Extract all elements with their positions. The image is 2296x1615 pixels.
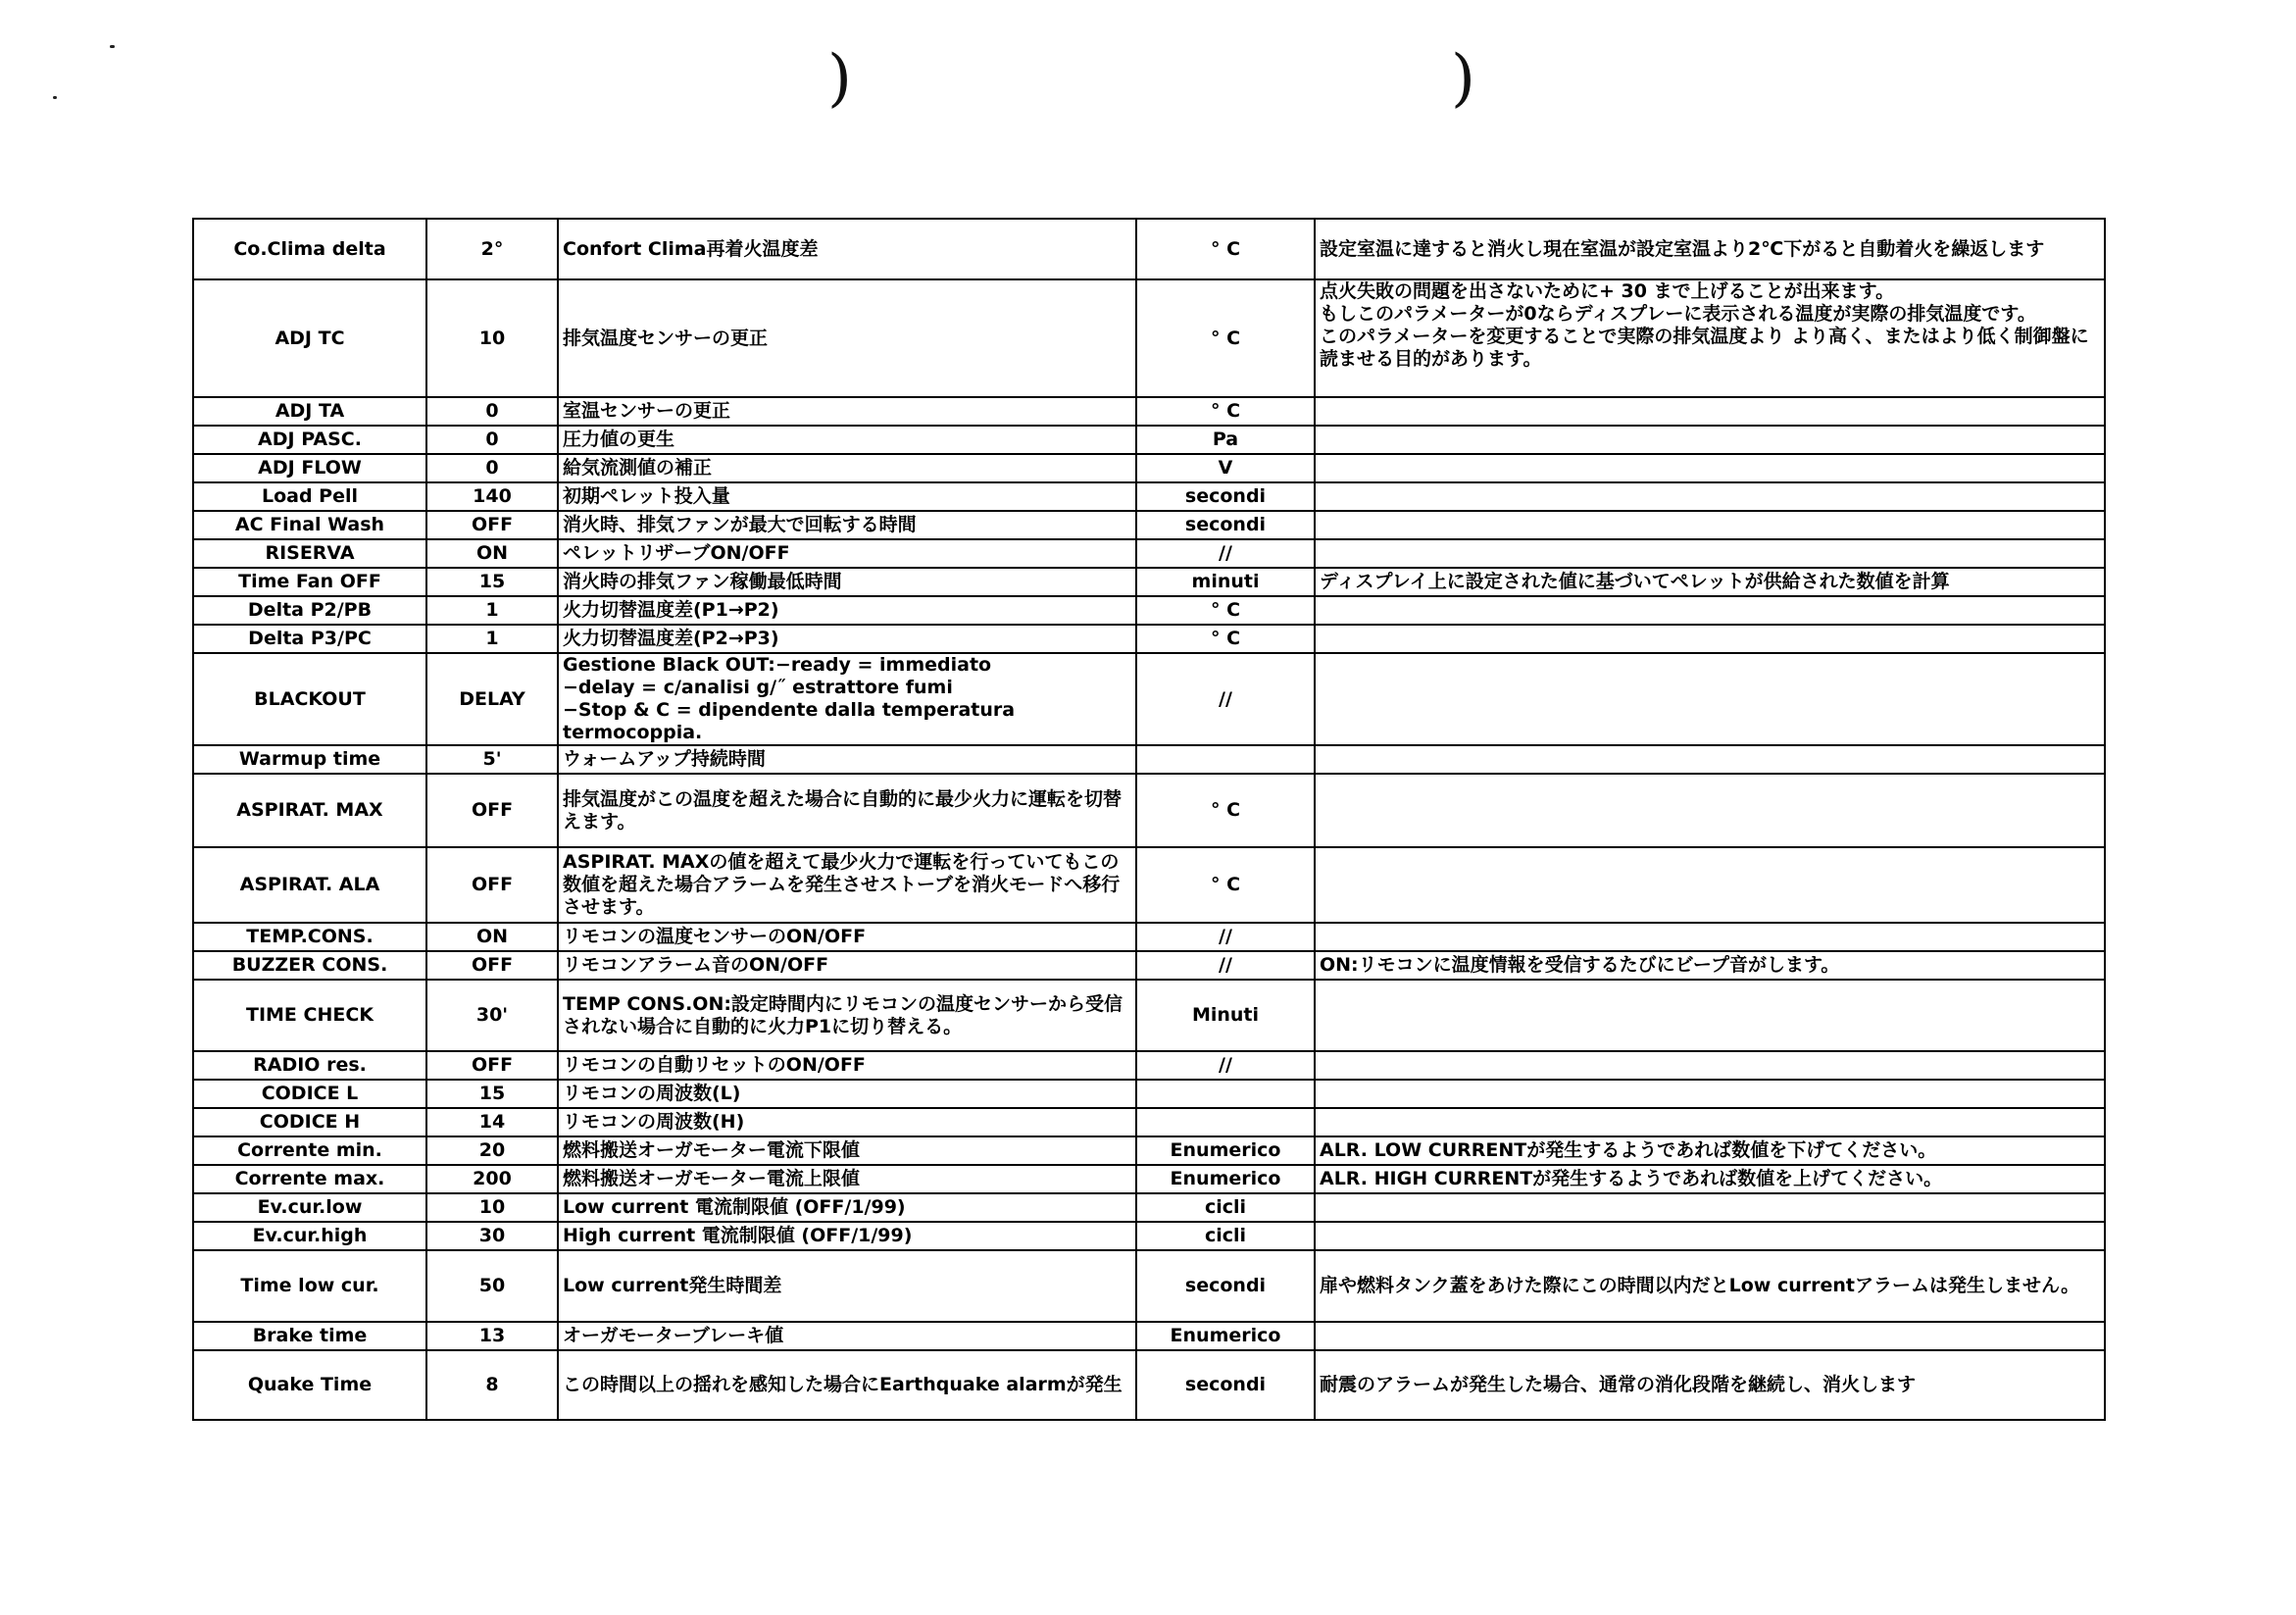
parameter-unit-cell: secondi [1136, 1350, 1315, 1420]
parameter-name-cell: CODICE L [193, 1080, 426, 1108]
parameter-name-cell: Corrente max. [193, 1165, 426, 1193]
parameter-note-cell [1315, 1322, 2105, 1350]
parameter-value-cell: ON [426, 923, 558, 951]
parameter-name-cell: Co.Clima delta [193, 219, 426, 279]
table-row [193, 511, 2105, 539]
parameter-unit-cell: ° C [1136, 219, 1315, 279]
parameter-value-cell: OFF [426, 774, 558, 847]
parameter-note-cell [1315, 847, 2105, 923]
parameter-name-cell: Delta P2/PB [193, 596, 426, 625]
parameter-name-cell: Ev.cur.low [193, 1193, 426, 1222]
parameter-value-cell: 0 [426, 426, 558, 454]
parameter-name-cell: Brake time [193, 1322, 426, 1350]
parameter-note-cell: 点火失敗の問題を出さないために+ 30 まで上げることが出来ます。 もしこのパラメーターが0ならディスプレーに表示される温度が実際の排気温度です。 このパラメーターを変更することで実際の排気温度より より高く、またはより低く制御盤に読ませる目的があります。 [1315, 279, 2105, 397]
parameter-unit-cell: Minuti [1136, 980, 1315, 1051]
binding-mark-left: ) [827, 42, 852, 115]
table-row [193, 1193, 2105, 1222]
parameter-name-cell: Load Pell [193, 482, 426, 511]
parameter-table-body [193, 219, 2105, 1420]
parameter-name-cell: RADIO res. [193, 1051, 426, 1080]
parameter-note-cell [1315, 1080, 2105, 1108]
parameter-description-cell: この時間以上の揺れを感知した場合にEarthquake alarmが発生 [558, 1350, 1136, 1420]
table-row [193, 951, 2105, 980]
table-row [193, 1222, 2105, 1250]
parameter-value-cell: DELAY [426, 653, 558, 745]
parameter-description-cell: 火力切替温度差(P1→P2) [558, 596, 1136, 625]
parameter-description-cell: 初期ペレット投入量 [558, 482, 1136, 511]
parameter-name-cell: ADJ PASC. [193, 426, 426, 454]
parameter-name-cell: ASPIRAT. MAX [193, 774, 426, 847]
table-row [193, 1165, 2105, 1193]
parameter-description-cell: オーガモーターブレーキ値 [558, 1322, 1136, 1350]
parameter-description-cell: 火力切替温度差(P2→P3) [558, 625, 1136, 653]
parameter-unit-cell: cicli [1136, 1222, 1315, 1250]
parameter-description-cell: High current 電流制限値 (OFF/1/99) [558, 1222, 1136, 1250]
table-row [193, 568, 2105, 596]
parameter-description-cell: TEMP CONS.ON:設定時間内にリモコンの温度センサーから受信されない場合に自動的に火力P1に切り替える。 [558, 980, 1136, 1051]
parameter-description-cell: リモコンの周波数(H) [558, 1108, 1136, 1136]
parameter-unit-cell: ° C [1136, 625, 1315, 653]
table-row [193, 1350, 2105, 1420]
parameter-value-cell: 5' [426, 745, 558, 774]
parameter-note-cell [1315, 1222, 2105, 1250]
parameter-value-cell: 30 [426, 1222, 558, 1250]
parameter-value-cell: 10 [426, 1193, 558, 1222]
parameter-unit-cell: ° C [1136, 774, 1315, 847]
parameter-description-cell: ペレットリザーブON/OFF [558, 539, 1136, 568]
parameter-value-cell: 15 [426, 568, 558, 596]
parameter-name-cell: ADJ FLOW [193, 454, 426, 482]
parameter-name-cell: Quake Time [193, 1350, 426, 1420]
parameter-value-cell: 1 [426, 625, 558, 653]
table-row [193, 596, 2105, 625]
parameter-unit-cell: Enumerico [1136, 1136, 1315, 1165]
parameter-note-cell: ALR. LOW CURRENTが発生するようであれば数値を下げてください。 [1315, 1136, 2105, 1165]
parameter-description-cell: 圧力値の更生 [558, 426, 1136, 454]
parameter-unit-cell [1136, 1080, 1315, 1108]
parameter-note-cell [1315, 980, 2105, 1051]
scan-speck [110, 45, 115, 48]
parameter-description-cell: ウォームアップ持続時間 [558, 745, 1136, 774]
table-row [193, 980, 2105, 1051]
parameter-value-cell: 15 [426, 1080, 558, 1108]
parameter-unit-cell [1136, 1108, 1315, 1136]
parameter-description-cell: 排気温度がこの温度を超えた場合に自動的に最少火力に運転を切替えます。 [558, 774, 1136, 847]
table-row [193, 1250, 2105, 1322]
parameter-description-cell: Gestione Black OUT:−ready = immediato −delay = c/analisi g/˝ estrattore fumi −Stop & C = dipendente dalla temperatura termocoppia. [558, 653, 1136, 745]
parameter-description-cell: 消火時の排気ファン稼働最低時間 [558, 568, 1136, 596]
parameter-value-cell: 1 [426, 596, 558, 625]
parameter-description-cell: Confort Clima再着火温度差 [558, 219, 1136, 279]
table-row [193, 847, 2105, 923]
table-row [193, 625, 2105, 653]
parameter-name-cell: Time low cur. [193, 1250, 426, 1322]
parameter-name-cell: AC Final Wash [193, 511, 426, 539]
parameter-name-cell: Ev.cur.high [193, 1222, 426, 1250]
parameter-unit-cell: ° C [1136, 279, 1315, 397]
parameter-note-cell [1315, 1051, 2105, 1080]
parameter-note-cell [1315, 596, 2105, 625]
parameter-value-cell: OFF [426, 1051, 558, 1080]
parameter-unit-cell: cicli [1136, 1193, 1315, 1222]
scan-speck [53, 96, 57, 99]
parameter-description-cell: ASPIRAT. MAXの値を超えて最少火力で運転を行っていてもこの数値を超えた場合アラームを発生させストーブを消火モードへ移行させます。 [558, 847, 1136, 923]
parameter-value-cell: 2° [426, 219, 558, 279]
table-row [193, 454, 2105, 482]
parameter-note-cell [1315, 539, 2105, 568]
parameter-value-cell: 140 [426, 482, 558, 511]
parameter-value-cell: 20 [426, 1136, 558, 1165]
parameter-unit-cell: minuti [1136, 568, 1315, 596]
parameter-note-cell: 設定室温に達すると消火し現在室温が設定室温より2℃下がると自動着火を繰返します [1315, 219, 2105, 279]
table-row [193, 219, 2105, 279]
parameter-note-cell: 扉や燃料タンク蓋をあけた際にこの時間以内だとLow currentアラームは発生しません。 [1315, 1250, 2105, 1322]
parameter-note-cell [1315, 653, 2105, 745]
parameter-name-cell: BUZZER CONS. [193, 951, 426, 980]
parameter-description-cell: 排気温度センサーの更正 [558, 279, 1136, 397]
table-row [193, 1108, 2105, 1136]
parameter-value-cell: 14 [426, 1108, 558, 1136]
parameter-value-cell: ON [426, 539, 558, 568]
parameter-name-cell: Delta P3/PC [193, 625, 426, 653]
parameter-description-cell: リモコンの温度センサーのON/OFF [558, 923, 1136, 951]
parameter-unit-cell: secondi [1136, 1250, 1315, 1322]
parameter-unit-cell: Enumerico [1136, 1322, 1315, 1350]
parameter-note-cell: ALR. HIGH CURRENTが発生するようであれば数値を上げてください。 [1315, 1165, 2105, 1193]
parameter-value-cell: OFF [426, 847, 558, 923]
binding-mark-right: ) [1451, 42, 1475, 115]
parameter-unit-cell: ° C [1136, 596, 1315, 625]
parameter-description-cell: 消火時、排気ファンが最大で回転する時間 [558, 511, 1136, 539]
table-row [193, 1322, 2105, 1350]
parameter-unit-cell: // [1136, 539, 1315, 568]
parameter-unit-cell: ° C [1136, 397, 1315, 426]
parameter-name-cell: RISERVA [193, 539, 426, 568]
parameter-value-cell: OFF [426, 951, 558, 980]
parameter-note-cell: ON:リモコンに温度情報を受信するたびにビープ音がします。 [1315, 951, 2105, 980]
parameter-note-cell [1315, 625, 2105, 653]
table-row [193, 1051, 2105, 1080]
parameter-unit-cell: // [1136, 653, 1315, 745]
table-row [193, 279, 2105, 397]
parameter-description-cell: 燃料搬送オーガモーター電流上限値 [558, 1165, 1136, 1193]
parameter-note-cell [1315, 454, 2105, 482]
parameter-description-cell: 燃料搬送オーガモーター電流下限値 [558, 1136, 1136, 1165]
table-row [193, 426, 2105, 454]
parameter-value-cell: 0 [426, 397, 558, 426]
parameter-note-cell [1315, 397, 2105, 426]
parameter-value-cell: 0 [426, 454, 558, 482]
parameter-description-cell: 給気流測値の補正 [558, 454, 1136, 482]
parameter-description-cell: リモコンアラーム音のON/OFF [558, 951, 1136, 980]
parameter-name-cell: CODICE H [193, 1108, 426, 1136]
parameter-name-cell: Time Fan OFF [193, 568, 426, 596]
parameter-note-cell [1315, 1108, 2105, 1136]
parameter-value-cell: 30' [426, 980, 558, 1051]
parameter-note-cell [1315, 482, 2105, 511]
parameter-note-cell [1315, 745, 2105, 774]
parameter-value-cell: 50 [426, 1250, 558, 1322]
table-row [193, 1136, 2105, 1165]
parameter-name-cell: ASPIRAT. ALA [193, 847, 426, 923]
parameter-name-cell: TIME CHECK [193, 980, 426, 1051]
parameter-unit-cell: secondi [1136, 511, 1315, 539]
parameter-description-cell: Low current 電流制限値 (OFF/1/99) [558, 1193, 1136, 1222]
parameter-description-cell: リモコンの自動リセットのON/OFF [558, 1051, 1136, 1080]
parameter-note-cell [1315, 511, 2105, 539]
parameter-unit-cell: Enumerico [1136, 1165, 1315, 1193]
table-row [193, 923, 2105, 951]
table-row [193, 774, 2105, 847]
parameter-name-cell: TEMP.CONS. [193, 923, 426, 951]
parameter-name-cell: ADJ TC [193, 279, 426, 397]
parameter-name-cell: Warmup time [193, 745, 426, 774]
parameter-note-cell [1315, 1193, 2105, 1222]
parameter-note-cell: ディスプレイ上に設定された値に基づいてペレットが供給された数値を計算 [1315, 568, 2105, 596]
parameter-description-cell: 室温センサーの更正 [558, 397, 1136, 426]
parameter-description-cell: リモコンの周波数(L) [558, 1080, 1136, 1108]
parameter-value-cell: 200 [426, 1165, 558, 1193]
parameter-value-cell: 10 [426, 279, 558, 397]
parameter-name-cell: BLACKOUT [193, 653, 426, 745]
parameter-unit-cell: // [1136, 923, 1315, 951]
table-row [193, 745, 2105, 774]
table-row [193, 1080, 2105, 1108]
parameter-unit-cell: // [1136, 951, 1315, 980]
table-row [193, 653, 2105, 745]
parameter-description-cell: Low current発生時間差 [558, 1250, 1136, 1322]
parameter-name-cell: Corrente min. [193, 1136, 426, 1165]
parameter-value-cell: OFF [426, 511, 558, 539]
parameter-name-cell: ADJ TA [193, 397, 426, 426]
parameter-value-cell: 8 [426, 1350, 558, 1420]
parameter-unit-cell: secondi [1136, 482, 1315, 511]
parameter-value-cell: 13 [426, 1322, 558, 1350]
parameter-unit-cell: V [1136, 454, 1315, 482]
parameter-note-cell [1315, 426, 2105, 454]
parameter-unit-cell [1136, 745, 1315, 774]
parameter-unit-cell: ° C [1136, 847, 1315, 923]
table-row [193, 482, 2105, 511]
parameter-note-cell [1315, 923, 2105, 951]
parameter-table [192, 218, 2106, 1421]
parameter-note-cell [1315, 774, 2105, 847]
parameter-unit-cell: // [1136, 1051, 1315, 1080]
parameter-note-cell: 耐震のアラームが発生した場合、通常の消化段階を継続し、消火します [1315, 1350, 2105, 1420]
parameter-unit-cell: Pa [1136, 426, 1315, 454]
table-row [193, 539, 2105, 568]
table-row [193, 397, 2105, 426]
